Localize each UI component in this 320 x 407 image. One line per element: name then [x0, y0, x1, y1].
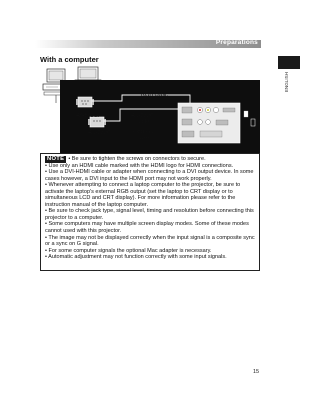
security-slot-icon	[251, 119, 255, 126]
note-item: • Some computers may have multiple screen display modes. Some of these modes cannot used with this projector.	[45, 221, 249, 235]
rgb-out-label: RGB Out	[76, 113, 99, 119]
note-item: • Automatic adjustment may not function correctly with some input signals.	[45, 254, 227, 261]
note-item: • Be sure to check jack type, signal level, timing and resolution before connecting this projector to a computer.	[45, 208, 254, 221]
connection-diagram	[40, 63, 260, 153]
optional-use-label-line2: use)	[138, 135, 150, 142]
rgb-cable-label: RGB cable	[141, 92, 169, 98]
projector-rear-panel-icon	[178, 103, 240, 143]
note-item: • For some computer signals the optional Mac adapter is necessary.	[45, 247, 212, 254]
rs232c-cable-label-line2: cable	[135, 119, 150, 126]
language-tab	[278, 56, 300, 69]
optional-use-label	[133, 129, 154, 142]
note-item: • Whenever attempting to connect a laptop computer to the projector, be sure to activate the laptop's external RGB output (set the laptop to CRT display or to simultaneous LCD and CRT display). For more information please refer to the instruction manual of the laptop computer.	[45, 182, 241, 208]
note-item: • Use only an HDMI cable marked with the HDMI logo for HDMI connections.	[45, 162, 234, 169]
note-item: • Use a DVI-HDMI cable or adapter when connecting to a DVI output device. In some cases however, a DVI input to the HDMI port may not work properly.	[45, 169, 254, 182]
rs232c-cable-label-line1: RS-232C	[131, 113, 155, 119]
power-inlet-icon	[244, 111, 248, 117]
optional-use-label-line1: (optional	[133, 129, 155, 135]
note-tag: NOTE	[47, 156, 65, 162]
note-box	[40, 153, 260, 271]
language-label: ENGLISH	[284, 72, 289, 93]
page-number: 15	[253, 369, 260, 375]
note-item-text: • Be sure to tighten the screws on connectors to secure.	[68, 156, 206, 162]
rs232c-label: RS-232C	[88, 130, 112, 136]
rgb-out-connector-icon	[76, 97, 94, 107]
section-header-label: Preparations	[215, 39, 258, 46]
rs232c-cable-label	[131, 113, 154, 126]
note-item: • The image may not be displayed correctly when the input signal is a composite sync or a sync on G signal.	[45, 234, 255, 248]
section-title: With a computer	[40, 55, 99, 64]
